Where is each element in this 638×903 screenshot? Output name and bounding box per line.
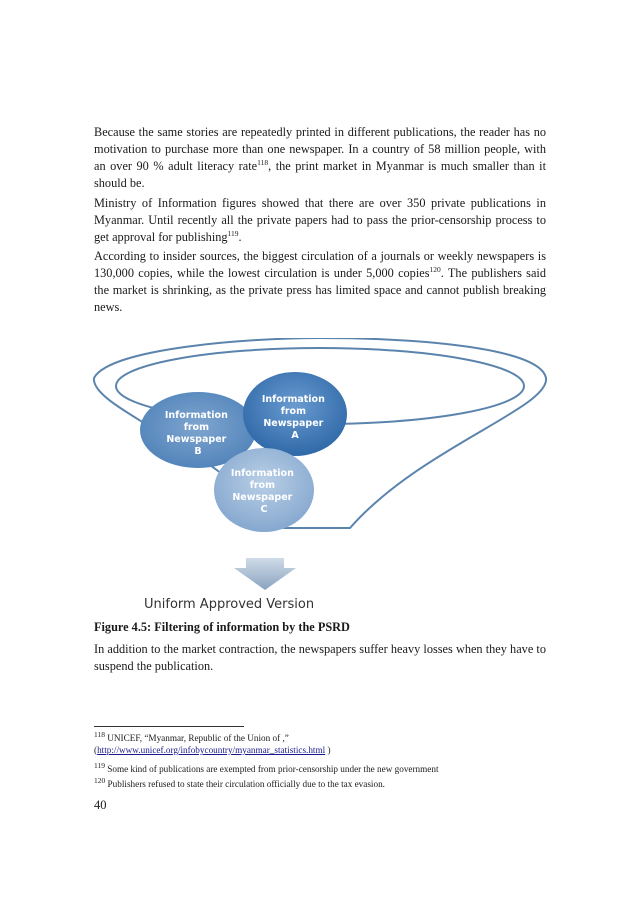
footnote-119: $^{119}$ Some kind of publications are exempted from prior-censorship under the new government [94,760,439,774]
svg-text:Information from N: Information from Newspaper C [230,468,294,515]
footnote-ref-120[interactable]: 120 [429,264,441,274]
footnote-ref-118[interactable]: 118 [257,157,269,167]
svg-text:Information from N: Information from Newspaper A [261,394,325,441]
footnote-separator [94,726,244,727]
bubble-newspaper-c [214,448,314,532]
down-arrow-icon [234,558,296,590]
footnote-118: $^{118}$ UNICEF, “Myanmar, Republic of the Union of ,” (http://www.unicef.org/infobycountry/myanmar_statistics.html ) [94,729,331,755]
unicef-link[interactable]: http://www.unicef.org/infobycountry/myanmar_statistics.html [97,745,326,755]
paragraph-3: According to insider sources, the biggest circulation of a journals or weekly newspapers is 130,000 copies, while the lowest circulation is under 5,000 copies$^{120}$. The publishers said the market is shrinking, as the private press has limited space and cannot publish breaking news. [94,249,546,314]
footnote-120: $^{120}$ Publishers refused to state their circulation officially due to the tax evasion. [94,775,385,789]
footnote-ref-119[interactable]: 119 [227,228,239,238]
svg-text:Information from N: Information from Newspaper B [164,410,228,457]
paragraph-4: In addition to the market contraction, the newspapers suffer heavy losses when they have to suspend the publication. [94,642,546,673]
paragraph-2: Ministry of Information figures showed that there are over 350 private publications in Myanmar. Until recently all the private papers had to pass the prior-censorship process to get approval for publishing$^{119}$. [94,196,546,244]
uniform-approved-version-label: Uniform Approved Version [144,597,315,612]
paragraph-1: Because the same stories are repeatedly printed in different publications, the reader has no motivation to purchase more than one newspaper. In a country of 58 million people, with an over 90 % adult literacy rate$^{118}$, the print market in Myanmar is much smaller than it should be. [94,125,547,190]
funnel-diagram [90,338,550,613]
page-number: 40 [94,798,107,812]
figure-caption: Figure 4.5: Filtering of information by the PSRD [94,620,350,634]
bubble-newspaper-a [243,372,347,456]
